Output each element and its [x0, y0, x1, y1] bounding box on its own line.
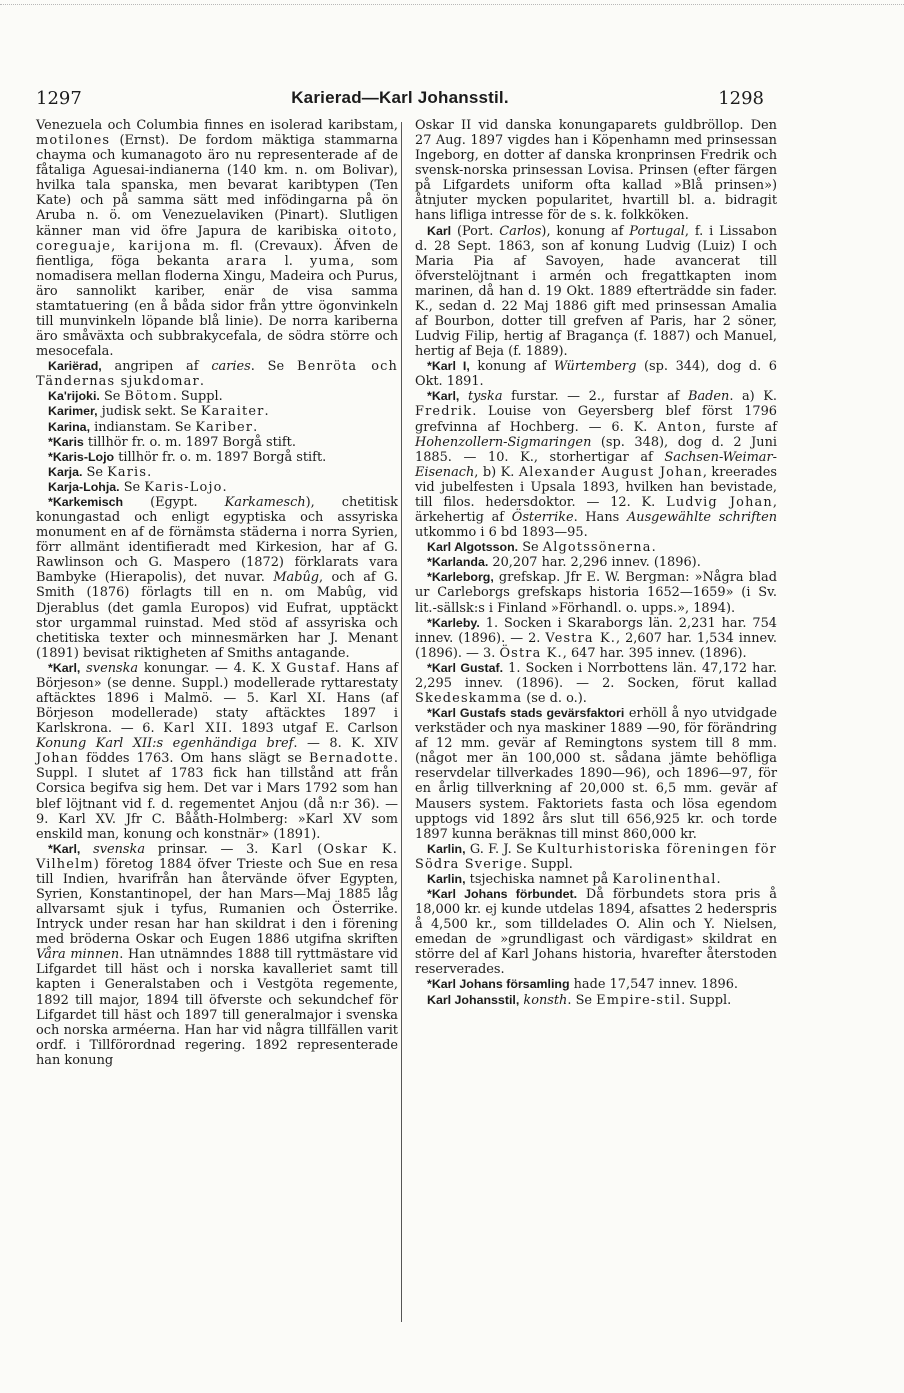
entry-text: tillhör fr. o. m. 1897 Borgå stift. — [114, 449, 327, 465]
italic-term: svenska — [93, 841, 146, 857]
entry-text: , 2,607 har. 1,534 innev. (1896). — 3. — [415, 630, 777, 661]
entry-text: hade 17,547 innev. 1896. — [569, 977, 739, 993]
spaced-reference: Kariber — [195, 419, 254, 435]
headword: *Karl Johans församling — [427, 977, 570, 992]
entry-11 — [415, 842, 777, 872]
entry-text: Se — [82, 464, 108, 480]
entry-text: judisk sekt. Se — [97, 404, 201, 420]
entry-text: G. F. J. Se — [465, 841, 537, 857]
entry-12 — [36, 842, 398, 1068]
entry-text: angripen af — [101, 359, 212, 375]
headword: *Karis — [48, 434, 84, 449]
entry-8 — [36, 465, 398, 480]
entry-text: . — 8. K. XIV — [293, 736, 398, 752]
spaced-reference: arara — [226, 253, 268, 269]
entry-text: 1. Socken i Skaraborgs län. 2,231 har. 754 innev. (1896). — 2. — [415, 615, 777, 646]
italic-term: Carlos — [499, 223, 542, 239]
headword: *Karkemisch — [48, 494, 124, 509]
entry-5 — [415, 540, 777, 555]
entry-text: ), konung af — [541, 223, 630, 239]
headword: *Karl, — [48, 841, 81, 856]
spaced-reference: Karaiter — [200, 404, 265, 420]
entry-text: . Hans af Börjeson» (se denne. Suppl.) modellerade ryttarestaty aftäcktes 1896 i Malmö. — 5. Karl XI. Hans (af Börjeson modellerade) staty aftäcktes 1897 i Karlskrona. — 6. — [36, 660, 398, 737]
spaced-reference: yuma — [310, 253, 351, 269]
headword: Karlin, — [427, 841, 466, 856]
entry-7 — [415, 570, 777, 615]
entry-text — [459, 389, 468, 404]
entry-text: , f. i Lissabon d. 28 Sept. 1863, son af konung Ludvig (Luiz) I och Maria Pia af Savoyen, hade avancerat till öfverstelöjtnant i armén och fregattkapten inom marinen, då han d. 19 Okt. 1889 efterträdde sin fader. K., sedan d. 22 Maj 1886 gift med prinsessan Amalia af Bourbon, dotter till grefven af Paris, har 2 söner, Ludvig Filip, hertig af Bragança (f. 1887) och Manuel, hertig af Beja (f. 1889). — [415, 223, 778, 360]
entry-10 — [415, 706, 777, 842]
italic-term: Portugal — [629, 223, 685, 239]
entry-text: 1. Socken i Norrbottens län. 47,172 har. 2,295 innev. (1896). — 2. Socken, förut kallad — [415, 660, 777, 691]
spaced-reference: Skedeskamma — [415, 690, 523, 706]
entry-text: . — [651, 540, 656, 556]
entry-text: . Suppl. — [522, 856, 573, 872]
entry-text: Se — [518, 540, 543, 556]
entry-4 — [415, 389, 777, 540]
headword: *Karis-Lojo — [48, 449, 115, 464]
italic-term: caries — [211, 359, 251, 375]
entry-text: . Se — [250, 359, 297, 375]
headword: Karimer, — [48, 404, 98, 419]
spaced-reference: Bötom — [124, 389, 173, 405]
italic-term: svenska — [86, 660, 139, 676]
headword: Karl — [427, 223, 452, 238]
spaced-reference: Vestra K. — [545, 630, 616, 646]
italic-term: konsth — [523, 992, 568, 1008]
entry-2 — [415, 224, 777, 360]
headword: Karl Johansstil, — [427, 992, 520, 1007]
page-number-right: 1298 — [718, 88, 764, 109]
spaced-reference: Bernadotte — [309, 751, 394, 767]
entry-text: . Louise von Geyersberg blef först 1796 grefvinna af Hochberg. — 6. K. — [415, 404, 777, 435]
entry-text: (se d. o.). — [522, 690, 587, 706]
headword: *Karl Gustaf. — [427, 660, 504, 675]
spaced-reference: oitoto, coreguaje, karijona — [36, 223, 398, 254]
italic-term: Karkamesch — [224, 494, 306, 510]
entry-text: (Ernst). De fordom mäktiga stammarna chayma och kumanagoto äro nu representerade af de fåtaliga Aguesai-indianerna (140 km. n. om Bolivar), hvilka tala spanska, men bevarat karibtypen (Ten Kate) och på samma sätt med infödingarna på ön Aruba n. ö. om Venezuelaviken (Pinart). Slutligen känner man vid öfre Japura de karibiska — [36, 133, 398, 239]
entry-text: Venezuela och Columbia finnes en isolerad karibstam, — [36, 118, 398, 133]
entry-12 — [415, 872, 777, 887]
entry-9 — [415, 661, 777, 706]
page-number-left: 1297 — [36, 88, 82, 109]
headword: Karina, — [48, 419, 91, 434]
entry-3 — [415, 359, 777, 389]
spaced-reference: Karl XII — [163, 721, 229, 737]
spaced-reference: motilones — [36, 133, 111, 149]
spaced-reference: Ludvig Johan — [666, 494, 773, 510]
italic-term: Ausgewählte schriften — [626, 510, 777, 526]
entry-4 — [36, 404, 398, 419]
entry-text: . 1893 utgaf E. Carlson — [228, 721, 398, 737]
entry-text: (sp. 348), dog d. 2 Juni 1885. — 10. K., storhertigar af — [415, 434, 777, 465]
entry-text: Oskar II vid danska konungaparets guldbröllop. Den 27 Aug. 1897 vigdes han i Köpenhamn med prinsessan Ingeborg, en dotter af danska kronprinsen Fredrik och svensk-norska prinsessan Lovisa. Prinsen (efter färgen på Lifgardets uniform ofta kallad »Blå prinsen») åtnjuter mycken popularitet, hvartill bl. a. bidragit hans lifliga intresse för de s. k. folkköken. — [415, 118, 777, 224]
entry-text: indianstam. Se — [90, 419, 196, 435]
entry-1 — [415, 118, 777, 224]
headword: *Karleborg, — [427, 570, 494, 585]
headword: *Karl I, — [427, 359, 470, 374]
entry-10 — [36, 495, 398, 661]
entry-text: . — [253, 419, 258, 435]
entry-text: ), chetitisk konungastad och enligt egyptiska och assyriska monument en af de förnämsta städerna i norra Syrien, förr allmänt identifieradt med Kirkesion, har af G. Rawlinson och G. Maspero (1872) förklarats vara Bambyke (Hierapolis), det nuvar. — [36, 494, 398, 586]
headword: Karl Algotsson. — [427, 540, 519, 555]
right-column — [415, 118, 777, 1008]
italic-term: Sachsen-Weimar-Eisenach — [415, 449, 777, 480]
entry-text: föddes 1763. Om hans slägt se — [79, 751, 310, 767]
spaced-reference: Alexander August Johan — [518, 464, 703, 480]
spaced-reference: Karl (Oskar K. Vilhelm) — [36, 841, 398, 872]
entry-text — [80, 842, 93, 857]
entry-text: , furste af — [701, 419, 777, 435]
spaced-reference: Karis — [107, 464, 148, 480]
entry-text: utkommo i 6 bd 1893—95. — [415, 525, 588, 541]
left-column — [36, 118, 398, 1068]
italic-term: Hohenzollern-Sigmaringen — [415, 434, 592, 450]
headword: Karja. — [48, 464, 83, 479]
entry-text: konung af — [469, 359, 554, 375]
spaced-reference: Algotssönerna — [542, 540, 652, 556]
headword: *Karl Gustafs stads gevärsfaktori — [427, 706, 625, 721]
entry-text: grefskap. Jfr E. W. Bergman: »Några blad ur Carleborgs grefskaps historia 1652—1659» (i Sv. lit.-sällsk:s i Finland »Förhandl. o. upps.», 1894). — [415, 570, 777, 616]
entry-8 — [415, 616, 777, 661]
entry-13 — [415, 887, 777, 977]
entry-text: . Han utnämndes 1888 till ryttmästare vid Lifgardet till häst och i norska kavalleriet samt till kapten i Generalstaben och i Vestgöta regemente, 1892 till major, 1894 till öfverste och sekundchef för Lifgardet till häst och 1897 till generalmajor i svenska och norska arméerna. Han har vid några tillfällen varit ordf. i Tillförordnad regering. 1892 representerade han konung — [36, 947, 398, 1068]
entry-text: Se — [119, 479, 145, 495]
headword: Karja-Lohja. — [48, 479, 120, 494]
entry-14 — [415, 977, 777, 992]
entry-text: , ärkehertig af — [415, 494, 777, 526]
entry-text: (Egypt. — [123, 494, 225, 510]
entry-text: tsjechiska namnet på — [465, 871, 613, 887]
spaced-reference: Karis-Lojo — [144, 479, 223, 495]
spaced-reference: Benröta och Tändernas sjukdomar — [36, 359, 398, 390]
entry-text: , och af G. Smith (1876) förlagts till en n. om Mabûg, vid Djerablus (det gamla Europos) vid Eufrat, upptäckt stor urgammal ruinstad. Med stöd af assyriska och chetitiska texter och minnesmärken har J. Menant (1891) bevisat riktigheten af Smiths antagande. — [36, 570, 398, 661]
entry-text: . — [222, 479, 227, 495]
spaced-reference: Karolinenthal — [612, 871, 717, 887]
entry-text: erhöll å nyo utvidgade verkstäder och nya maskiner 1889 —90, för förändring af 12 mm. gevär af Remingtons system till 8 mm. (något mer än 100,000 st. sådana jämte behöfliga reservdelar tillverkades 1890—96), och 1896—97, för en årlig tillverkning af 20,000 st. 6,5 mm. gevär af Mausers system. Faktoriets fasta och lösa egendom upptogs vid 1892 års slut till 656,925 kr. och torde 1897 kunna beräknas till minst 860,000 kr. — [415, 706, 777, 842]
spaced-reference: Empire-stil — [596, 992, 682, 1008]
entry-text: prinsar. — 3. — [145, 841, 272, 857]
entry-text: m. fl. (Crevaux). Äfven de fientliga, föga bekanta — [36, 238, 398, 269]
running-title: Karierad—Karl Johansstil. — [291, 88, 509, 107]
entry-3 — [36, 389, 398, 404]
spaced-reference: Östra K. — [499, 645, 563, 661]
scan-edge-line — [0, 4, 904, 5]
entry-9 — [36, 480, 398, 495]
entry-text: furstar. — 2., furstar af — [502, 389, 688, 405]
entry-text: . Hans — [573, 510, 627, 526]
entry-text: . — [199, 374, 204, 390]
italic-term: tyska — [467, 389, 503, 405]
entry-text: Då förbundets stora pris å 18,000 kr. ej kunde utdelas 1894, afsattes 2 hederspris å 4,500 kr., som tilldelades O. Alin och Y. Nielsen, emedan de »grundligast och värdigast» skildrat en större del af Karl Johans historia, hvarefter återstoden reserverades. — [415, 886, 777, 978]
entry-text: (Port. — [451, 223, 500, 239]
headword: *Karl, — [427, 389, 460, 404]
entry-text: konungar. — 4. K. X — [138, 660, 287, 676]
entry-text: . Suppl. I slutet af 1783 fick han tillstånd att från Corsica begifva sig hem. Det var i Mars 1792 som han blef löjtnant vid f. d. regementet Anjou (då n:r 36). — 9. Karl XV. Jfr C. Bååth-Holmberg: »Karl XV som enskild man, konung och konstnär» (1891). — [36, 751, 398, 842]
entry-text: . a) K. — [729, 389, 777, 405]
entry-text: , 647 har. 395 innev. (1896). — [562, 645, 747, 661]
entry-text: . Se — [567, 992, 597, 1008]
headword: Karlin, — [427, 871, 466, 886]
italic-term: Våra minnen — [36, 947, 120, 963]
entry-2 — [36, 359, 398, 389]
entry-text: 20,207 har. 2,296 innev. (1896). — [488, 555, 701, 571]
entry-6 — [36, 435, 398, 450]
entry-text: . Suppl. — [681, 992, 732, 1008]
spaced-reference: Anton — [657, 419, 702, 435]
headword: Ka'rijoki. — [48, 389, 100, 404]
entry-text: . — [264, 404, 269, 420]
italic-term: Würtemberg — [553, 359, 637, 375]
entry-text: l. — [267, 253, 311, 269]
spaced-reference: Johan — [36, 751, 80, 767]
spaced-reference: Fredrik — [415, 404, 473, 420]
entry-text: . Suppl. — [172, 389, 223, 405]
entry-text: , som nomadisera mellan floderna Xingu, Madeira och Purus, äro sannolikt kariber, enär de visa samma stamtatuering (en å båda sidor från yttre ögonvinkeln till munvinkeln löpande blå linie). De norra kariberna äro småväxta och subbrakycefala, de södra större och mesocefala. — [36, 253, 398, 360]
entry-11 — [36, 661, 398, 842]
entry-text: tillhör fr. o. m. 1897 Borgå stift. — [83, 434, 296, 450]
spaced-reference: Gustaf — [286, 660, 337, 676]
entry-text: . — [716, 871, 721, 887]
headword: *Karlanda. — [427, 555, 489, 570]
entry-6 — [415, 555, 777, 570]
entry-7 — [36, 450, 398, 465]
entry-text: Se — [99, 389, 125, 405]
italic-term: Konung Karl XII:s egenhändiga bref — [36, 736, 294, 752]
column-divider — [401, 122, 402, 1322]
italic-term: Baden — [688, 389, 730, 405]
entry-text: , b) K. — [474, 464, 519, 480]
entry-text: , kreerades vid jubelfesten i Upsala 1893, hvilken han bevistade, till filos. hedersdoktor. — 12. K. — [415, 464, 778, 510]
page-header — [36, 88, 764, 112]
entry-1 — [36, 118, 398, 359]
headword: *Karl, — [48, 660, 81, 675]
entry-text: företog 1884 öfver Trieste och Sue en resa till Indien, hvarifrån han återvände öfver Egypten, Syrien, Konstantinopel, der han Mars—Maj 1885 låg allvarsamt sjuk i tyfus, Rumanien och Österrike. Intryck under resan har han skildrat i den i förening med bröderna Oskar och Eugen 1886 utgifna skriften — [36, 856, 398, 948]
entry-text: (sp. 344), dog d. 6 Okt. 1891. — [415, 359, 777, 390]
italic-term: Mabûg — [273, 570, 320, 586]
entry-5 — [36, 420, 398, 435]
headword: Kariërad, — [48, 359, 102, 374]
spaced-reference: Kulturhistoriska föreningen för Södra Sverige — [415, 841, 777, 872]
headword: *Karl Johans förbundet. — [427, 886, 578, 901]
italic-term: Österrike — [511, 510, 574, 526]
entry-15 — [415, 993, 777, 1008]
entry-text: . — [147, 464, 152, 480]
headword: *Karleby. — [427, 615, 480, 630]
